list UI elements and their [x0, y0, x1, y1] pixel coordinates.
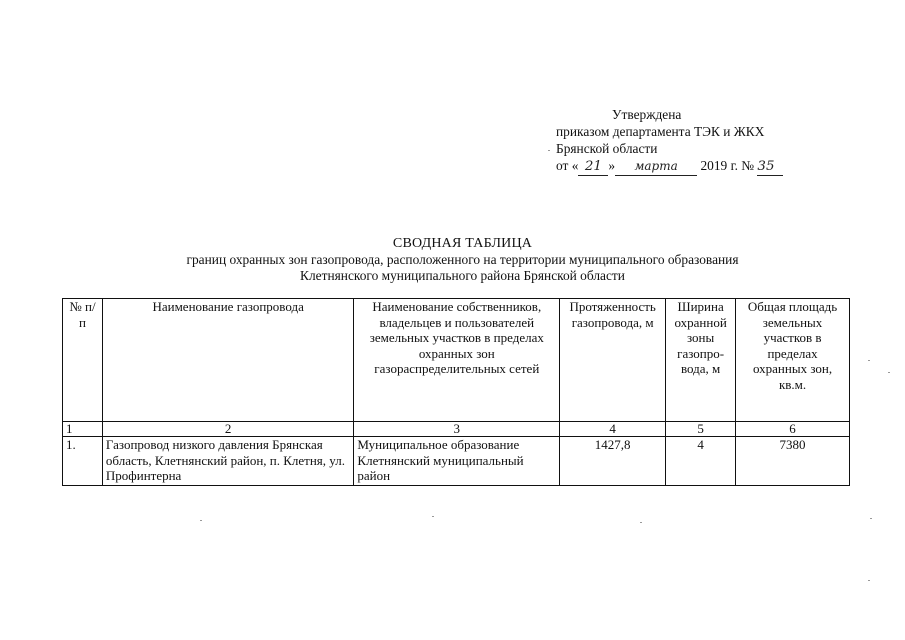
header-length: Протяженность газопровода, м — [560, 299, 666, 422]
row-width: 4 — [666, 437, 736, 486]
column-number: 3 — [354, 422, 560, 437]
date-year: 2019 г. № — [697, 158, 755, 173]
row-length: 1427,8 — [560, 437, 666, 486]
row-num: 1. — [63, 437, 103, 486]
header-pipeline: Наименование газопровода — [102, 299, 353, 422]
document-title: СВОДНАЯ ТАБЛИЦА — [392, 236, 533, 251]
row-area: 7380 — [736, 437, 850, 486]
handwritten-month: марта — [615, 158, 697, 176]
handwritten-order-number: 35 — [757, 158, 783, 176]
document-heading — [110, 236, 815, 284]
date-prefix: от « — [556, 158, 579, 173]
column-number: 4 — [560, 422, 666, 437]
column-number: 6 — [736, 422, 850, 437]
approval-block — [556, 106, 783, 176]
scan-speck — [432, 516, 434, 517]
summary-table — [62, 298, 850, 486]
document-subtitle-1: границ охранных зон газопровода, расположенного на территории муниципального образования — [186, 252, 739, 267]
scan-speck — [868, 580, 870, 581]
header-num: № п/п — [63, 299, 103, 422]
header-zone-width: Ширина охранной зоны газопро-вода, м — [666, 299, 736, 422]
approval-order-line: приказом департамента ТЭК и ЖКХ — [556, 124, 765, 139]
column-number: 5 — [666, 422, 736, 437]
scan-speck — [870, 518, 872, 519]
scan-speck — [200, 520, 202, 521]
column-number: 1 — [63, 422, 103, 437]
approval-title: Утверждена — [612, 107, 682, 122]
scan-speck — [548, 150, 550, 151]
header-owners: Наименование собственников, владельцев и пользователей земельных участков в пределах охранных зон газораспределительных сетей — [354, 299, 560, 422]
approval-region-line: Брянской области — [556, 141, 658, 156]
column-number-row — [63, 422, 850, 437]
row-pipeline: Газопровод низкого давления Брянская область, Клетнянский район, п. Клетня, ул. Профинтерна — [102, 437, 353, 486]
row-owner: Муниципальное образование Клетнянский муниципальный район — [354, 437, 560, 486]
scan-speck — [640, 522, 642, 523]
column-number: 2 — [102, 422, 353, 437]
header-area: Общая площадь земельных участков в пределах охранных зон, кв.м. — [736, 299, 850, 422]
scan-speck — [868, 360, 870, 361]
approval-date-line — [556, 157, 783, 176]
handwritten-day: 21 — [578, 158, 608, 176]
table-row — [63, 437, 850, 486]
scan-speck — [888, 372, 890, 373]
date-quote-close: » — [608, 158, 616, 173]
document-subtitle-2: Клетнянского муниципального района Брянской области — [300, 268, 625, 283]
table-header-row — [63, 299, 850, 422]
